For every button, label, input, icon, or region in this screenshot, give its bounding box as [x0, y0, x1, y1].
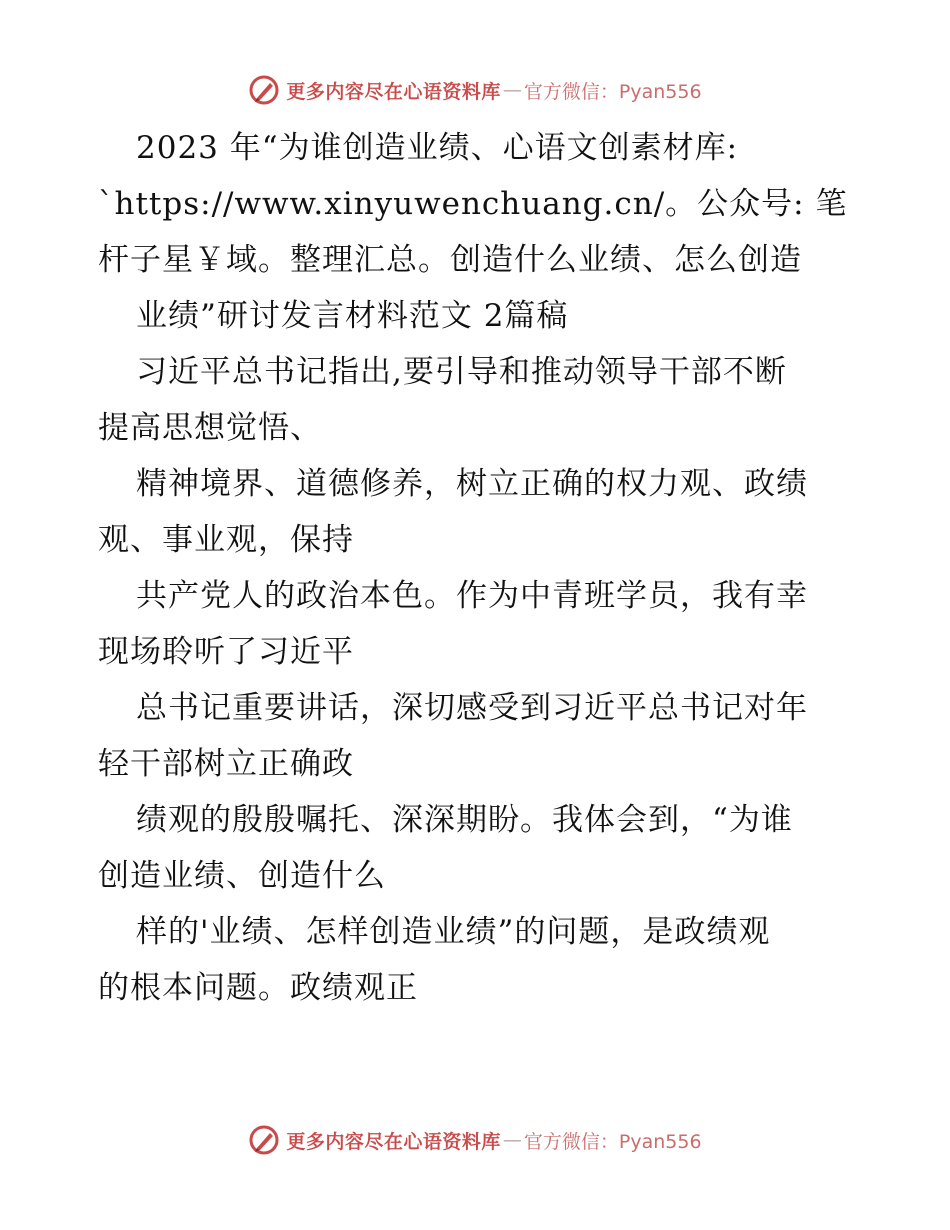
banner-wechat: 官方微信：Pyan556	[523, 1130, 702, 1153]
quill-pen-logo-icon	[248, 74, 280, 106]
document-body	[98, 120, 858, 1016]
text-line: 总书记重要讲话，深切感受到习近平总书记对年	[136, 690, 808, 726]
text-line: 2023 年“为谁创造业绩、心语文创素材库:	[136, 130, 739, 166]
text-line: 业绩”研讨发言材料范文 2篇稿	[136, 298, 569, 334]
banner-title: 更多内容尽在心语资料库	[286, 80, 501, 103]
text-line: 精神境界、道德修养，树立正确的权力观、政绩	[136, 466, 808, 502]
banner-separator: —	[502, 79, 522, 101]
text-line: 创造业绩、创造什么	[98, 858, 386, 894]
text-line: 习近平总书记指出,要引导和推动领导干部不断	[136, 354, 787, 390]
text-line: 观、事业观，保持	[98, 522, 354, 558]
text-line: 现场聆听了习近平	[98, 634, 354, 670]
banner-title: 更多内容尽在心语资料库	[286, 1130, 501, 1153]
quill-pen-logo-icon	[248, 1124, 280, 1156]
text-line: `https://www.xinyuwenchuang.cn/。公众号: 笔	[98, 186, 848, 222]
footer-banner	[0, 1120, 950, 1160]
header-banner	[0, 70, 950, 110]
text-line: 绩观的殷殷嘱托、深深期盼。我体会到，“为谁	[136, 802, 793, 838]
text-line: 样的'业绩、怎样创造业绩”的问题，是政绩观	[136, 914, 771, 950]
text-line: 轻干部树立正确政	[98, 746, 354, 782]
text-line: 杆子星￥域。整理汇总。创造什么业绩、怎么创造	[98, 242, 802, 278]
banner-separator: —	[502, 1129, 522, 1151]
text-line: 提高思想觉悟、	[98, 410, 322, 446]
banner-wechat: 官方微信：Pyan556	[523, 80, 702, 103]
text-line: 的根本问题。政绩观正	[98, 970, 418, 1006]
text-line: 共产党人的政治本色。作为中青班学员，我有幸	[136, 578, 808, 614]
